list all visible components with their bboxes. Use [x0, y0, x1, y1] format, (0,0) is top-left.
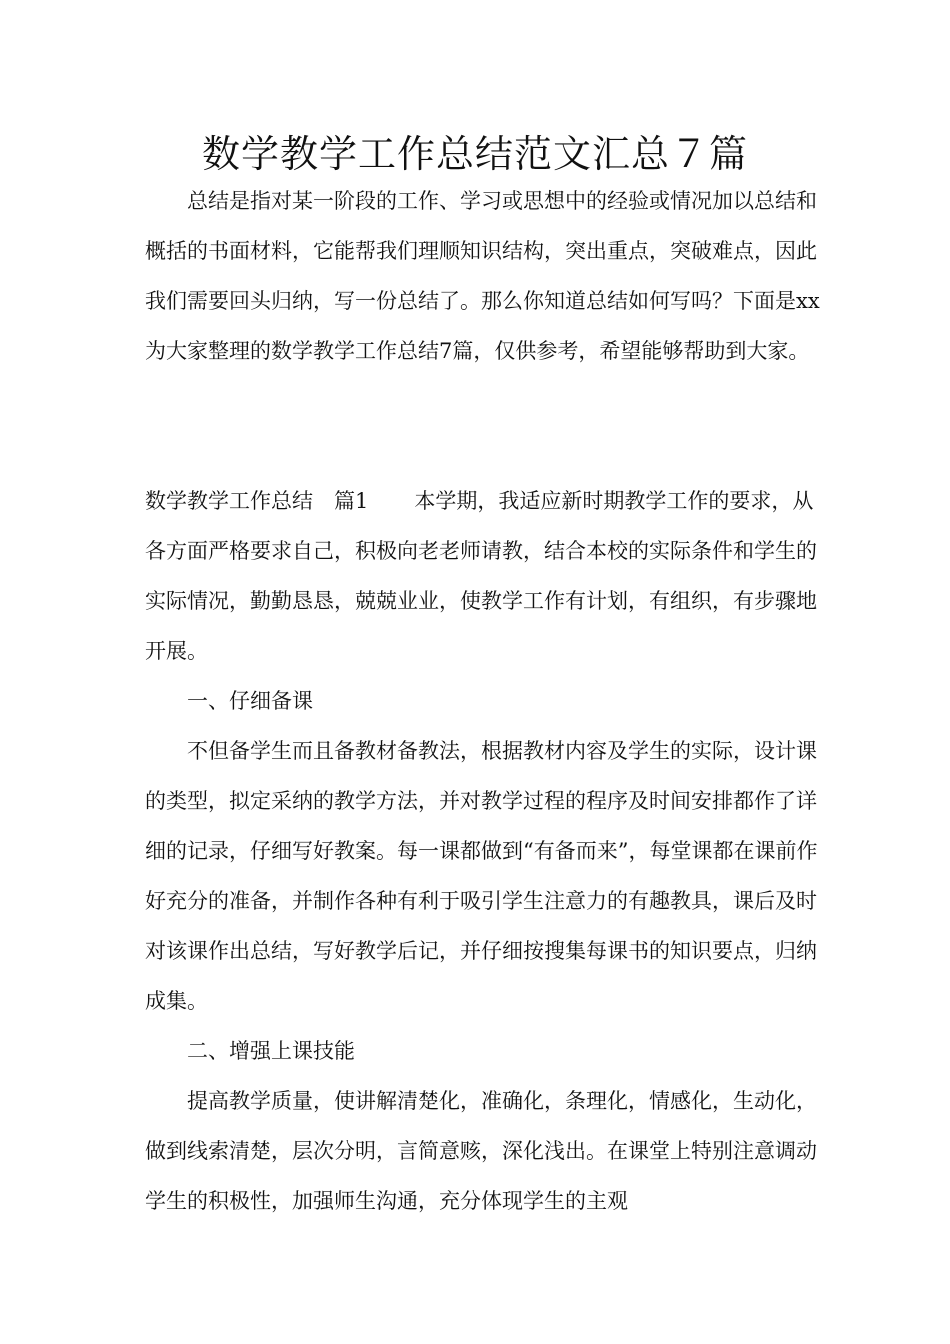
section-first-paragraph	[145, 476, 825, 676]
section-block	[145, 476, 825, 1226]
document-title: 数学教学工作总结范文汇总７篇	[201, 132, 748, 176]
paragraph-teaching-skills: 提高教学质量，使讲解清楚化，准确化，条理化，情感化，生动化，做到线索清楚，层次分明，言简意赅，深化浅出。在课堂上特别注意调动学生的积极性，加强师生沟通，充分体现学生的主观	[145, 1089, 817, 1213]
section-lead-text: 本学期，我适应新时期教学工作的要求，从各方面严格要求自己，积极向老老师请教，结合本校的实际条件和学生的实际情况，勤勤恳恳，兢兢业业，使教学工作有计划，有组织，有步骤地开展。	[145, 489, 817, 663]
section-label: 数学教学工作总结 篇1	[145, 489, 369, 513]
intro-paragraph: 总结是指对某一阶段的工作、学习或思想中的经验或情况加以总结和概括的书面材料，它能帮我们理顺知识结构，突出重点，突破难点，因此我们需要回头归纳，写一份总结了。那么你知道总结如何写吗？下面是xx为大家整理的数学教学工作总结7篇，仅供参考，希望能够帮助到大家。	[145, 189, 820, 363]
intro-block	[145, 176, 825, 376]
paragraph-prepare-lessons: 不但备学生而且备教材备教法，根据教材内容及学生的实际，设计课的类型，拟定采纳的教学方法，并对教学过程的程序及时间安排都作了详细的记录，仔细写好教案。每一课都做到“有备而来”，每堂课都在课前作好充分的准备，并制作各种有利于吸引学生注意力的有趣教具，课后及时对该课作出总结，写好教学后记，并仔细按搜集每课书的知识要点，归纳成集。	[145, 739, 818, 1013]
heading-prepare-lessons: 一、仔细备课	[187, 689, 313, 713]
heading-teaching-skills: 二、增强上课技能	[187, 1039, 355, 1063]
